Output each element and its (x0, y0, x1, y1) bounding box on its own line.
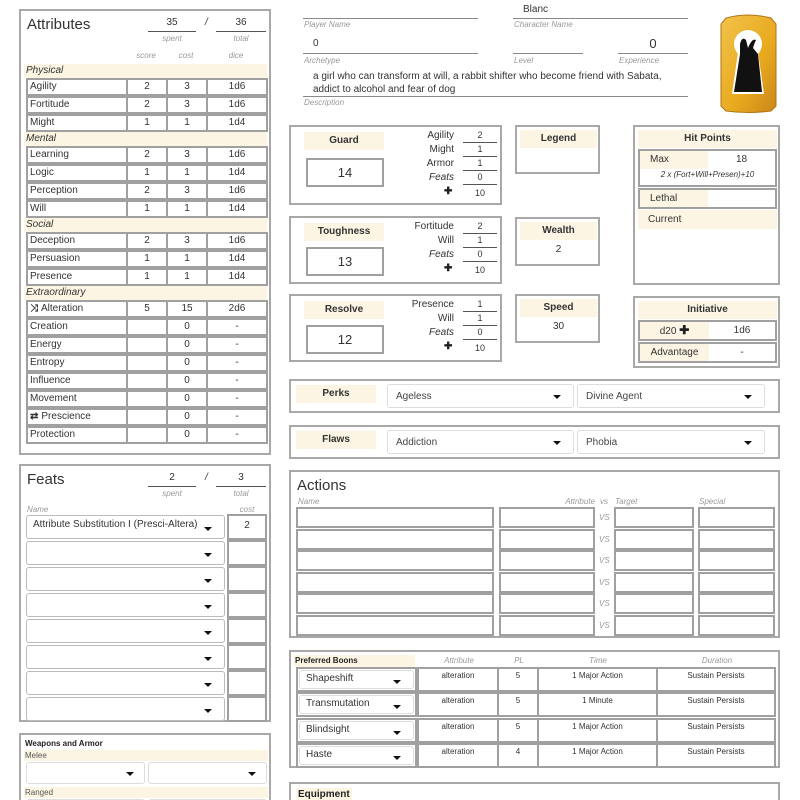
advantage-value[interactable]: - (740, 347, 744, 358)
feats-total-label: total (233, 489, 249, 498)
attribute-dice: - (206, 336, 268, 354)
attribute-score[interactable]: 1 (126, 268, 168, 286)
attribute-score[interactable]: 1 (126, 250, 168, 268)
perks-panel (289, 379, 780, 413)
action-target-input[interactable] (614, 550, 694, 571)
attribute-name-agility: Agility (26, 78, 128, 96)
action-special-input[interactable] (698, 507, 775, 528)
boon-duration: Sustain Persists (656, 743, 776, 768)
defense-title: Resolve (304, 301, 384, 319)
boons-title: Preferred Boons (294, 655, 415, 667)
boon-attribute: alteration (417, 667, 499, 692)
attribute-dice: - (206, 354, 268, 372)
attribute-cost: 3 (166, 182, 208, 200)
defense-component-value: 1 (463, 313, 497, 326)
attribute-cost: 0 (166, 318, 208, 336)
defense-value: 13 (306, 247, 384, 276)
boon-name-cell (296, 692, 417, 717)
attribute-score[interactable] (126, 390, 168, 408)
attributes-total: 36 (216, 17, 266, 32)
actions-col-target: Target (615, 497, 638, 506)
defense-component-label: Will (437, 313, 454, 324)
boons-panel (289, 650, 780, 768)
boon-select[interactable]: Transmutation (299, 695, 414, 714)
boon-pl: 4 (497, 743, 539, 768)
hp-max-value[interactable]: 18 (735, 154, 748, 165)
action-special-input[interactable] (698, 550, 775, 571)
actions-col-name: Name (298, 497, 320, 506)
attribute-cost: 1 (166, 200, 208, 218)
defense-component-value: 0 (463, 327, 497, 340)
defense-component-value: 1 (463, 299, 497, 312)
plus-icon: ✚ (679, 323, 690, 337)
action-special-input[interactable] (698, 593, 775, 614)
feat-select[interactable] (26, 645, 225, 669)
action-target-input[interactable] (614, 507, 694, 528)
action-attribute-input[interactable] (499, 507, 595, 528)
total-label: total (233, 34, 249, 43)
feats-panel (19, 464, 271, 722)
initiative-d20-row (638, 320, 777, 341)
attribute-dice: 1d6 (206, 78, 268, 96)
attribute-name-persuasion: Persuasion (26, 250, 128, 268)
attributes-slash: / (205, 17, 208, 28)
melee-header: Melee (24, 750, 268, 761)
group-physical: Physical (24, 64, 267, 78)
attribute-dice: 1d4 (206, 250, 268, 268)
defense-base: 10 (474, 188, 485, 198)
attribute-dice: 1d4 (206, 268, 268, 286)
chevron-down-icon (393, 705, 401, 709)
wealth-value[interactable]: 2 (555, 244, 562, 255)
feat-cost: 2 (227, 514, 267, 540)
feat-select[interactable] (26, 697, 225, 721)
action-attribute-input[interactable] (499, 572, 595, 593)
level-input[interactable] (513, 36, 583, 54)
group-social: Social (24, 218, 267, 232)
attribute-cost: 3 (166, 146, 208, 164)
col-score: score (136, 51, 156, 60)
vs-label: VS (599, 620, 610, 630)
defense-component-label: Feats (428, 249, 454, 260)
group-extraordinary: Extraordinary (24, 286, 267, 300)
archetype-label: Archetype (304, 56, 341, 65)
action-target-input[interactable] (614, 572, 694, 593)
plus-icon: ✚ (444, 263, 453, 274)
initiative-advantage-row (638, 342, 777, 363)
attribute-dice: - (206, 390, 268, 408)
attributes-panel (19, 9, 271, 455)
defense-component-label: Armor (426, 158, 454, 169)
feats-slash: / (205, 472, 208, 483)
feat-cost (227, 644, 267, 670)
feat-cost (227, 618, 267, 644)
boon-name-cell (296, 718, 417, 743)
vs-label: VS (599, 599, 610, 608)
chevron-down-icon (204, 553, 212, 557)
attribute-score[interactable] (126, 426, 168, 444)
action-special-input[interactable] (698, 529, 775, 550)
attribute-name-logic: Logic (26, 164, 128, 182)
action-name-input[interactable] (296, 550, 494, 571)
feat-select[interactable]: Attribute Substitution I (Presci-Altera) (26, 515, 225, 539)
attribute-dice: - (206, 372, 268, 390)
hp-current-row[interactable]: Current (638, 210, 777, 229)
attribute-dice: 1d4 (206, 114, 268, 132)
attribute-dice: 1d6 (206, 96, 268, 114)
action-name-input[interactable] (296, 615, 494, 636)
actions-col-special: Special (699, 497, 726, 506)
vs-label: VS (599, 534, 610, 544)
chevron-down-icon (393, 756, 401, 760)
actions-col-vs: vs (600, 497, 608, 506)
perk-select-2[interactable]: Divine Agent (577, 384, 765, 408)
boon-pl: 5 (497, 692, 539, 717)
speed-panel (515, 294, 600, 343)
initiative-title: Initiative (638, 301, 777, 319)
chevron-down-icon (204, 709, 212, 713)
hp-lethal-row (638, 188, 777, 209)
defense-component-label: Feats (428, 327, 454, 338)
hp-max-label: Max (640, 151, 708, 169)
ranged-header: Ranged (24, 787, 268, 798)
character-name-line (513, 5, 688, 19)
attribute-dice: - (206, 408, 268, 426)
boons-col-duration: Duration (701, 656, 733, 665)
action-attribute-input[interactable] (499, 529, 595, 550)
boon-time: 1 Minute (537, 692, 658, 717)
hp-lethal-value[interactable] (708, 190, 775, 207)
attribute-name-fortitude: Fortitude (26, 96, 128, 114)
defense-component-label: Agility (427, 130, 454, 141)
level-label: Level (514, 56, 534, 65)
action-name-input[interactable] (296, 572, 494, 593)
boon-attribute: alteration (417, 743, 499, 768)
attribute-cost: 0 (166, 408, 208, 426)
feats-col-cost: cost (239, 505, 255, 514)
player-name-input[interactable] (303, 5, 478, 19)
chevron-down-icon (126, 772, 134, 776)
defense-component-value: 2 (463, 221, 497, 234)
actions-col-attribute: Attribute (565, 497, 595, 506)
attribute-name-perception: Perception (26, 182, 128, 200)
player-name-label: Player Name (304, 20, 351, 29)
boon-select[interactable]: Blindsight (299, 721, 414, 740)
feat-select[interactable] (26, 541, 225, 565)
defense-component-value: 2 (463, 130, 497, 143)
defense-value: 14 (306, 158, 384, 187)
boon-pl: 5 (497, 667, 539, 692)
hp-formula: 2 x (Fort+Will+Presen)+10 (660, 170, 755, 179)
attribute-cost: 3 (166, 96, 208, 114)
vs-label: VS (599, 513, 610, 522)
equipment-title: Equipment (298, 789, 350, 800)
defense-resolve-panel (289, 294, 502, 362)
flaw-select-1[interactable]: Addiction (387, 430, 574, 454)
spent-label: spent (162, 34, 182, 43)
chevron-down-icon (393, 680, 401, 684)
attribute-name-might: Might (26, 114, 128, 132)
speed-title: Speed (520, 299, 597, 317)
chevron-down-icon (204, 579, 212, 583)
boon-duration: Sustain Persists (656, 667, 776, 692)
chevron-down-icon (204, 605, 212, 609)
defense-title: Guard (304, 132, 384, 150)
attribute-score[interactable] (126, 408, 168, 426)
feat-cost (227, 696, 267, 722)
defense-component-label: Feats (428, 172, 454, 183)
hp-max-row (638, 149, 777, 187)
boon-name-cell (296, 743, 417, 768)
vs-label: VS (599, 556, 610, 565)
hit-points-title: Hit Points (638, 130, 777, 148)
defense-toughness-panel (289, 216, 502, 284)
attribute-name-influence: Influence (26, 372, 128, 390)
boon-time: 1 Major Action (537, 743, 658, 768)
defense-component-value: 1 (463, 144, 497, 157)
flaw-select-2[interactable]: Phobia (577, 430, 765, 454)
attribute-dice: - (206, 426, 268, 444)
attribute-score[interactable] (126, 318, 168, 336)
equipment-panel (289, 782, 780, 800)
attribute-dice: 1d6 (206, 182, 268, 200)
defense-guard-panel (289, 125, 502, 205)
defense-component-label: Might (429, 144, 454, 155)
attribute-cost: 0 (166, 390, 208, 408)
shuffle-icon: ⤨ (30, 303, 38, 314)
attribute-dice: 2d6 (206, 300, 268, 318)
attribute-score[interactable]: 2 (126, 146, 168, 164)
action-attribute-input[interactable] (499, 593, 595, 614)
defense-component-value: 0 (463, 172, 497, 185)
chevron-down-icon (204, 683, 212, 687)
boon-pl: 5 (497, 718, 539, 743)
actions-panel (289, 470, 780, 638)
character-name[interactable]: Blanc (523, 4, 549, 15)
feat-select[interactable] (26, 567, 225, 591)
attribute-name-prescience: ⇄ Prescience (26, 408, 128, 426)
boon-attribute: alteration (417, 718, 499, 743)
description-label: Description (304, 98, 345, 107)
attribute-score[interactable]: 2 (126, 96, 168, 114)
archetype-input[interactable]: 0 (303, 36, 478, 54)
attributes-spent[interactable]: 35 (148, 17, 196, 32)
attribute-score[interactable]: 2 (126, 182, 168, 200)
feat-cost (227, 670, 267, 696)
flaws-title: Flaws (296, 431, 376, 449)
plus-icon: ✚ (444, 186, 453, 197)
action-attribute-input[interactable] (499, 615, 595, 636)
initiative-panel (633, 296, 780, 368)
chevron-down-icon (204, 631, 212, 635)
boon-name-cell (296, 667, 417, 692)
attribute-cost: 1 (166, 250, 208, 268)
attribute-name-movement: Movement (26, 390, 128, 408)
attribute-score[interactable]: 5 (126, 300, 168, 318)
attribute-score[interactable]: 1 (126, 114, 168, 132)
speed-value[interactable]: 30 (552, 321, 565, 332)
plus-icon: ✚ (444, 341, 453, 352)
attribute-score[interactable]: 1 (126, 200, 168, 218)
defense-base: 10 (474, 343, 485, 353)
defense-title: Toughness (304, 223, 384, 241)
attribute-dice: 1d6 (206, 146, 268, 164)
action-name-input[interactable] (296, 507, 494, 528)
feats-spent-label: spent (162, 489, 182, 498)
attribute-cost: 0 (166, 426, 208, 444)
action-name-input[interactable] (296, 529, 494, 550)
feats-title: Feats (27, 471, 65, 488)
boon-select[interactable]: Haste (299, 746, 414, 765)
chevron-down-icon (744, 395, 752, 399)
feats-total: 3 (216, 472, 266, 487)
weapons-panel (19, 733, 271, 800)
d20-value[interactable]: 1d6 (733, 325, 751, 336)
experience-input[interactable]: 0 (618, 36, 688, 54)
boons-col-pl: PL (514, 656, 524, 665)
attribute-name-alteration: ⤨ Alteration (26, 300, 128, 318)
attribute-cost: 15 (166, 300, 208, 318)
attribute-dice: 1d4 (206, 200, 268, 218)
defense-component-value: 0 (463, 249, 497, 262)
attribute-score[interactable]: 2 (126, 78, 168, 96)
col-dice: dice (228, 51, 244, 60)
defense-component-value: 1 (463, 235, 497, 248)
attribute-dice: - (206, 318, 268, 336)
advantage-label: Advantage (640, 344, 709, 361)
attribute-name-learning: Learning (26, 146, 128, 164)
vs-label: VS (599, 577, 610, 587)
boons-col-attribute: Attribute (444, 656, 474, 665)
feat-cost (227, 540, 267, 566)
attribute-name-entropy: Entropy (26, 354, 128, 372)
attribute-score[interactable] (126, 372, 168, 390)
attribute-cost: 0 (166, 354, 208, 372)
actions-title: Actions (297, 477, 347, 494)
attribute-name-creation: Creation (26, 318, 128, 336)
chevron-down-icon (393, 731, 401, 735)
attribute-cost: 0 (166, 336, 208, 354)
character-name-label: Character Name (514, 20, 573, 29)
attribute-dice: 1d4 (206, 164, 268, 182)
feat-select[interactable] (26, 593, 225, 617)
attribute-score[interactable] (126, 354, 168, 372)
boon-time: 1 Major Action (537, 718, 658, 743)
legend-title: Legend (520, 130, 597, 148)
perks-title: Perks (296, 385, 376, 403)
chevron-down-icon (248, 772, 256, 776)
feats-spent: 2 (148, 472, 196, 487)
chevron-down-icon (553, 395, 561, 399)
description-input[interactable]: a girl who can transform at will, a rabbit shifter who become friend with Sabata, addict to alcohol and fear of dog (303, 69, 688, 97)
melee-select-1[interactable] (26, 762, 145, 784)
flaws-panel (289, 425, 780, 459)
exchange-icon: ⇄ (30, 411, 39, 422)
boon-select[interactable]: Shapeshift (299, 670, 414, 689)
attribute-cost: 1 (166, 114, 208, 132)
attribute-score[interactable] (126, 336, 168, 354)
attributes-title: Attributes (27, 16, 91, 33)
attribute-name-deception: Deception (26, 232, 128, 250)
weapons-title: Weapons and Armor (25, 739, 103, 748)
attribute-cost: 1 (166, 164, 208, 182)
group-mental: Mental (24, 132, 267, 146)
defense-value: 12 (306, 325, 384, 354)
boon-duration: Sustain Persists (656, 692, 776, 717)
defense-component-value: 1 (463, 158, 497, 171)
action-special-input[interactable] (698, 615, 775, 636)
action-target-input[interactable] (614, 529, 694, 550)
boon-duration: Sustain Persists (656, 718, 776, 743)
perk-select-1[interactable]: Ageless (387, 384, 574, 408)
chevron-down-icon (204, 527, 212, 531)
chevron-down-icon (553, 441, 561, 445)
chevron-down-icon (744, 441, 752, 445)
action-special-input[interactable] (698, 572, 775, 593)
feat-cost (227, 592, 267, 618)
experience-label: Experience (619, 56, 660, 65)
action-target-input[interactable] (614, 615, 694, 636)
defense-component-label: Presence (411, 299, 454, 310)
feat-select[interactable] (26, 671, 225, 695)
defense-component-label: Fortitude (414, 221, 454, 232)
attribute-cost: 0 (166, 372, 208, 390)
boons-col-time: Time (589, 656, 607, 665)
feat-cost (227, 566, 267, 592)
col-cost: cost (178, 51, 194, 60)
defense-component-label: Will (437, 235, 454, 246)
attribute-cost: 1 (166, 268, 208, 286)
attribute-score[interactable]: 1 (126, 164, 168, 182)
action-attribute-input[interactable] (499, 550, 595, 571)
boon-attribute: alteration (417, 692, 499, 717)
attribute-name-will: Will (26, 200, 128, 218)
wealth-title: Wealth (520, 222, 597, 240)
legend-panel (515, 125, 600, 174)
attribute-name-energy: Energy (26, 336, 128, 354)
attribute-name-protection: Protection (26, 426, 128, 444)
hit-points-panel (633, 125, 780, 285)
defense-base: 10 (474, 265, 485, 275)
action-target-input[interactable] (614, 593, 694, 614)
feat-select[interactable] (26, 619, 225, 643)
hp-lethal-label: Lethal (640, 190, 708, 207)
attribute-cost: 3 (166, 78, 208, 96)
attribute-score[interactable]: 2 (126, 232, 168, 250)
keyhole-logo (718, 14, 779, 114)
attribute-cost: 3 (166, 232, 208, 250)
attribute-name-presence: Presence (26, 268, 128, 286)
attribute-dice: 1d6 (206, 232, 268, 250)
feats-col-name: Name (27, 505, 49, 514)
melee-select-2[interactable] (148, 762, 267, 784)
boon-time: 1 Major Action (537, 667, 658, 692)
action-name-input[interactable] (296, 593, 494, 614)
wealth-panel (515, 217, 600, 266)
d20-label: d20 ✚ (640, 322, 709, 339)
chevron-down-icon (204, 657, 212, 661)
